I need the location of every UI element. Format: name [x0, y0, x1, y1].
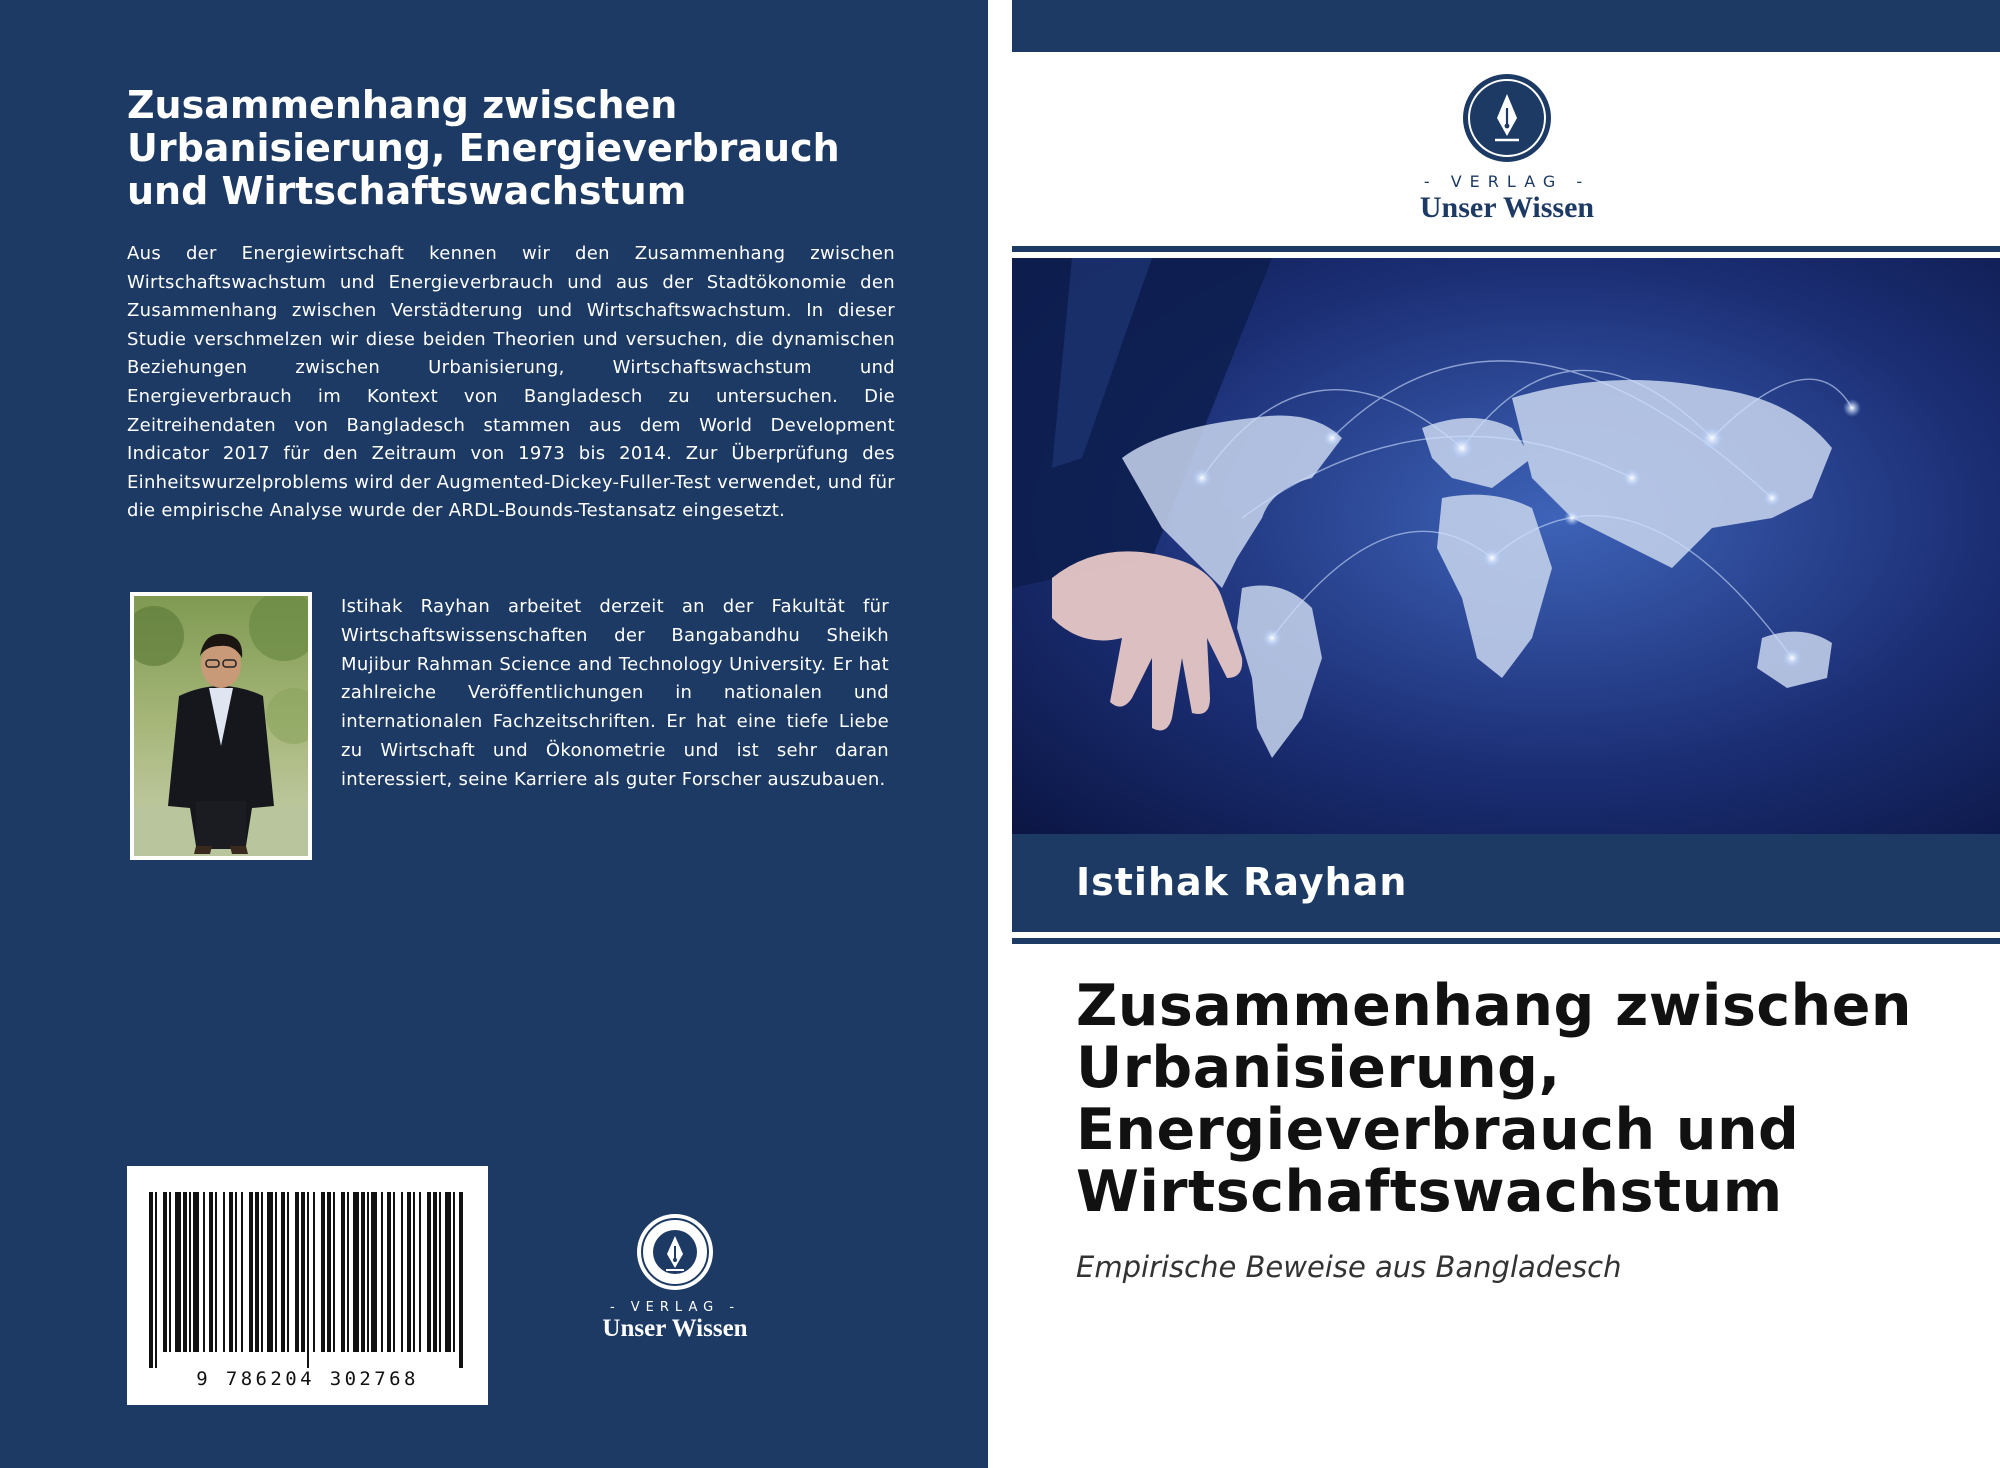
front-logo-verlag: - VERLAG - — [1423, 172, 1591, 191]
isbn-digits: 9 786204 302768 — [196, 1368, 419, 1390]
back-logo-name: Unser Wissen — [602, 1315, 748, 1342]
front-rule-bottom — [1012, 938, 2000, 944]
cover-world-map-image — [1012, 258, 2000, 834]
front-cover — [1012, 0, 2000, 1468]
publisher-seal-icon — [635, 1212, 715, 1292]
back-logo-verlag: - VERLAG - — [609, 1300, 741, 1315]
front-publisher-logo — [1362, 72, 1652, 222]
fountain-pen-seal-icon — [1461, 72, 1553, 164]
back-cover — [0, 0, 988, 1468]
isbn-barcode — [127, 1166, 488, 1405]
front-cover-title: Zusammenhang zwischen Urbanisierung, Energieverbrauch und Wirtschaftswachstum — [1076, 973, 1912, 1225]
author-bio: Istihak Rayhan arbeitet derzeit an der Fakultät für Wirtschaftswissenschaften der Bangabandhu Sheikh Mujibur Rahman Science and Technology University. Er hat zahlreiche Veröffentlichungen in nationalen und internationalen Fachzeitschriften. Er hat eine tiefe Liebe zu Wirtschaft und Ökonometrie und ist sehr daran interessiert, seine Karriere als guter Forscher auszubauen. — [341, 596, 889, 790]
front-cover-subtitle: Empirische Beweise aus Bangladesch — [1076, 1250, 1622, 1284]
author-band — [1012, 834, 2000, 932]
spine — [988, 0, 1012, 1468]
front-top-bar — [1012, 0, 2000, 52]
author-photo — [130, 592, 312, 860]
front-author-name: Istihak Rayhan — [1076, 860, 1408, 904]
back-publisher-logo — [560, 1212, 790, 1352]
back-cover-blurb: Aus der Energiewirtschaft kennen wir den Zusammenhang zwischen Wirtschaftswachstum und Energieverbrauch und aus der Stadtökonomie den Zusammenhang zwischen Verstädterung und Wirtschaftswachstum. In dieser Studie verschmelzen wir diese beiden Theorien und versuchen, die dynamischen Beziehungen zwischen Urbanisierung, Wirtschaftswachstum und Energieverbrauch im Kontext von Bangladesch zu untersuchen. Die Zeitreihendaten von Bangladesch stammen aus dem World Development Indicator 2017 für den Zeitraum von 1973 bis 2014. Zur Überprüfung des Einheitswurzelproblems wird der Augmented-Dickey-Fuller-Test verwendet, und für die empirische Analyse wurde der ARDL-Bounds-Testansatz eingesetzt. — [127, 243, 895, 522]
front-rule-top — [1012, 246, 2000, 252]
back-cover-title: Zusammenhang zwischen Urbanisierung, Energieverbrauch und Wirtschaftswachstum — [127, 83, 840, 213]
front-logo-name: Unser Wissen — [1419, 191, 1595, 224]
